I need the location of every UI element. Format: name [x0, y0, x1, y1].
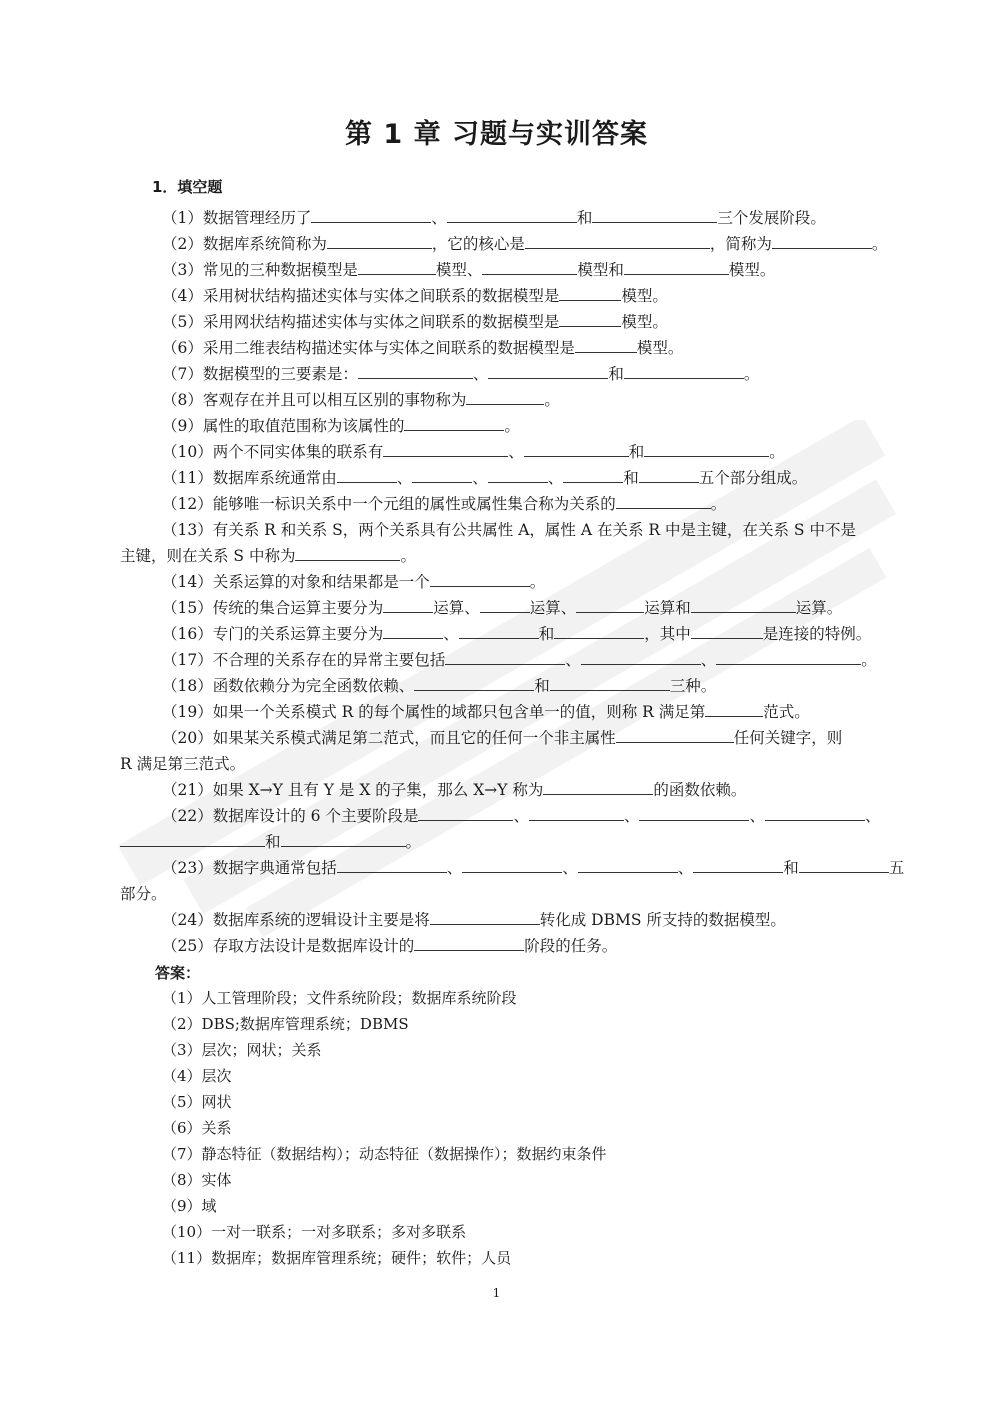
- question-item: [162, 779, 902, 801]
- fill-blank: [559, 285, 621, 301]
- question-text: 和: [576, 209, 593, 227]
- question-text: 。: [769, 443, 785, 461]
- fill-blank: [525, 233, 710, 249]
- question-text: （17）不合理的关系存在的异常主要包括: [162, 651, 446, 669]
- question-text: ，简称为: [709, 235, 772, 253]
- question-item: [162, 311, 902, 333]
- question-text: （23）数据字典通常包括: [162, 859, 337, 877]
- question-item: [162, 701, 902, 723]
- question-text: 模型。: [621, 313, 668, 331]
- fill-blank: [383, 623, 443, 639]
- question-text: 和: [623, 469, 639, 487]
- question-text: 是连接的特例。: [762, 625, 872, 643]
- question-text: （3）常见的三种数据模型是: [162, 261, 358, 279]
- question-text: 。: [544, 391, 560, 409]
- fill-blank: [616, 493, 711, 509]
- question-item: [162, 337, 902, 359]
- question-text: 、: [431, 209, 447, 227]
- question-text: 、: [508, 443, 524, 461]
- fill-blank: [576, 597, 644, 613]
- question-text: （10）两个不同实体集的联系有: [162, 443, 384, 461]
- question-text: 运算、: [529, 599, 577, 617]
- question-text: 和: [783, 859, 799, 877]
- question-item: [162, 207, 902, 229]
- answer-item: （6）关系: [162, 1119, 232, 1137]
- fill-blank: [554, 623, 644, 639]
- question-text: 五个部分组成。: [698, 469, 808, 487]
- fill-blank: [358, 259, 436, 275]
- question-item: [162, 805, 902, 827]
- fill-blank: [447, 207, 577, 223]
- question-text: 、: [700, 651, 717, 669]
- question-text: （12）能够唯一标识关系中一个元组的属性或属性集合称为关系的: [162, 495, 616, 513]
- question-text: 阶段的任务。: [524, 937, 618, 955]
- question-item: [162, 493, 902, 515]
- question-text: （24）数据库系统的逻辑设计主要是将: [162, 911, 430, 929]
- question-text: （4）采用树状结构描述实体与实体之间联系的数据模型是: [162, 287, 560, 305]
- question-item: [162, 935, 902, 957]
- answer-item: （11）数据库；数据库管理系统；硬件；软件；人员: [162, 1249, 512, 1267]
- page-number: 1: [492, 1286, 501, 1300]
- question-item: [162, 285, 902, 307]
- question-text: 、: [565, 651, 581, 669]
- question-text: （13）有关系 R 和关系 S，两个关系具有公共属性 A，属性 A 在关系 R 中是主键，在关系 S 中不是: [162, 521, 856, 539]
- question-text: 五: [888, 859, 905, 877]
- page-title: 第 1 章 习题与实训答案: [345, 119, 648, 150]
- question-text: 。: [400, 547, 416, 565]
- question-text: 、: [677, 859, 694, 877]
- question-text: 和: [534, 677, 550, 695]
- question-text: （16）专门的关系运算主要分为: [162, 625, 384, 643]
- answer-item: （7）静态特征（数据结构）；动态特征（数据操作）；数据约束条件: [162, 1145, 607, 1163]
- fill-blank: [624, 259, 729, 275]
- question-item: [162, 571, 902, 593]
- question-text: （19）如果一个关系模式 R 的每个属性的域都只包含单一的值，则称 R 满足第: [162, 703, 706, 721]
- fill-blank: [480, 597, 530, 613]
- answer-item: （9）域: [162, 1197, 217, 1215]
- fill-blank: [639, 805, 749, 821]
- question-item: [162, 259, 902, 281]
- fill-blank: [404, 415, 504, 431]
- answer-item: （3）层次；网状；关系: [162, 1041, 322, 1059]
- question-item: [162, 415, 902, 437]
- fill-blank: [592, 207, 717, 223]
- fill-blank: [624, 363, 744, 379]
- fill-blank: [529, 805, 624, 821]
- question-continuation: [120, 883, 860, 905]
- question-text: 范式。: [763, 703, 810, 721]
- question-text: 和: [628, 443, 645, 461]
- question-text: （15）传统的集合运算主要分为: [162, 599, 384, 617]
- question-item: [162, 727, 902, 749]
- question-text: （22）数据库设计的 6 个主要阶段是: [162, 807, 419, 825]
- fill-blank: [337, 467, 397, 483]
- question-item: [162, 857, 905, 879]
- question-continuation: [120, 753, 860, 775]
- question-text: R 满足第三范式。: [120, 755, 246, 773]
- question-text: 。: [743, 365, 760, 383]
- question-item: [162, 597, 902, 619]
- question-text: 、: [749, 807, 765, 825]
- question-text: 、: [472, 365, 489, 383]
- question-text: 运算、: [433, 599, 480, 617]
- answer-item: （8）实体: [162, 1171, 232, 1189]
- question-text: （7）数据模型的三要素是：: [162, 365, 358, 383]
- question-continuation: [120, 831, 860, 853]
- question-text: 。: [710, 495, 727, 513]
- question-text: 和: [265, 833, 281, 851]
- fill-blank: [466, 389, 544, 405]
- fill-blank: [327, 233, 432, 249]
- fill-blank: [691, 623, 763, 639]
- fill-blank: [575, 337, 637, 353]
- fill-blank: [691, 597, 796, 613]
- fill-blank: [281, 831, 406, 847]
- question-text: 主键，则在关系 S 中称为: [120, 547, 296, 565]
- answer-item: （5）网状: [162, 1093, 232, 1111]
- question-text: （25）存取方法设计是数据库设计的: [162, 937, 415, 955]
- question-text: 、: [865, 807, 881, 825]
- question-item: [162, 233, 902, 255]
- question-text: 三个发展阶段。: [717, 209, 826, 227]
- question-text: 、: [562, 859, 578, 877]
- question-text: 。: [871, 235, 888, 253]
- fill-blank: [581, 649, 701, 665]
- question-item: [162, 389, 902, 411]
- question-text: 三种。: [669, 677, 717, 695]
- question-text: 。: [504, 417, 520, 435]
- question-item: [162, 649, 902, 671]
- question-text: 模型和: [577, 261, 624, 279]
- question-item: [162, 519, 902, 541]
- fill-blank: [616, 727, 734, 743]
- fill-blank: [358, 363, 473, 379]
- fill-blank: [412, 467, 472, 483]
- question-text: ，其中: [644, 625, 691, 643]
- question-item: [162, 675, 902, 697]
- fill-blank: [414, 675, 534, 691]
- fill-blank: [772, 233, 872, 249]
- question-text: 和: [538, 625, 555, 643]
- fill-blank: [295, 545, 400, 561]
- fill-blank: [414, 935, 524, 951]
- fill-blank: [563, 467, 623, 483]
- question-text: （21）如果 X→Y 且有 Y 是 X 的子集，那么 X→Y 称为: [162, 781, 544, 799]
- fill-blank: [445, 649, 565, 665]
- question-text: 模型。: [636, 339, 684, 357]
- fill-blank: [462, 857, 562, 873]
- question-text: 、: [623, 807, 640, 825]
- question-text: 、: [446, 859, 463, 877]
- question-text: ，它的核心是: [431, 235, 525, 253]
- question-text: （2）数据库系统简称为: [162, 235, 327, 253]
- question-text: 模型。: [728, 261, 776, 279]
- fill-blank: [120, 831, 265, 847]
- question-text: 部分。: [120, 885, 167, 903]
- question-text: 和: [608, 365, 624, 383]
- question-text: 。: [861, 651, 877, 669]
- fill-blank: [418, 805, 513, 821]
- question-text: 运算。: [795, 599, 843, 617]
- question-text: 、: [396, 469, 413, 487]
- fill-blank: [488, 467, 548, 483]
- question-text: 模型。: [621, 287, 668, 305]
- fill-blank: [337, 857, 447, 873]
- question-text: （20）如果某关系模式满足第二范式，而且它的任何一个非主属性: [162, 729, 616, 747]
- question-text: （18）函数依赖分为完全函数依赖、: [162, 677, 415, 695]
- answer-item: （2）DBS;数据库管理系统；DBMS: [162, 1015, 409, 1033]
- question-text: 、: [443, 625, 459, 643]
- question-text: （1）数据管理经历了: [162, 209, 312, 227]
- question-continuation: [120, 545, 860, 567]
- question-text: 任何关键字，则: [733, 729, 843, 747]
- question-text: （8）客观存在并且可以相互区别的事物称为: [162, 391, 467, 409]
- question-text: 、: [472, 469, 488, 487]
- fill-blank: [765, 805, 865, 821]
- fill-blank: [430, 909, 540, 925]
- fill-blank: [311, 207, 431, 223]
- fill-blank: [488, 363, 608, 379]
- question-text: 、: [513, 807, 529, 825]
- fill-blank: [430, 571, 530, 587]
- question-text: 运算和: [644, 599, 691, 617]
- fill-blank: [524, 441, 629, 457]
- question-text: 。: [529, 573, 546, 591]
- answers-heading: 答案：: [155, 964, 201, 982]
- fill-blank: [383, 597, 433, 613]
- fill-blank: [459, 623, 539, 639]
- question-text: 转化成 DBMS 所支持的数据模型。: [539, 911, 786, 929]
- question-text: （6）采用二维表结构描述实体与实体之间联系的数据模型是: [162, 339, 575, 357]
- question-item: [162, 363, 902, 385]
- fill-blank: [639, 467, 699, 483]
- fill-blank: [644, 441, 769, 457]
- fill-blank: [559, 311, 621, 327]
- fill-blank: [716, 649, 861, 665]
- question-item: [162, 909, 902, 931]
- fill-blank: [578, 857, 678, 873]
- fill-blank: [693, 857, 783, 873]
- answer-item: （10）一对一联系；一对多联系；多对多联系: [162, 1223, 467, 1241]
- question-item: [162, 467, 902, 489]
- section-heading: 1．填空题: [152, 178, 223, 196]
- question-text: 。: [405, 833, 422, 851]
- question-item: [162, 441, 902, 463]
- question-text: （5）采用网状结构描述实体与实体之间联系的数据模型是: [162, 313, 560, 331]
- fill-blank: [543, 779, 653, 795]
- fill-blank: [705, 701, 763, 717]
- question-text: 模型、: [435, 261, 483, 279]
- question-text: （11）数据库系统通常由: [162, 469, 337, 487]
- question-item: [162, 623, 902, 645]
- answer-item: （4）层次: [162, 1067, 232, 1085]
- answer-item: （1）人工管理阶段；文件系统阶段；数据库系统阶段: [162, 989, 517, 1007]
- fill-blank: [482, 259, 577, 275]
- fill-blank: [799, 857, 889, 873]
- question-text: （9）属性的取值范围称为该属性的: [162, 417, 405, 435]
- fill-blank: [383, 441, 508, 457]
- question-text: 、: [547, 469, 564, 487]
- fill-blank: [550, 675, 670, 691]
- question-text: （14）关系运算的对象和结果都是一个: [162, 573, 430, 591]
- question-text: 的函数依赖。: [653, 781, 747, 799]
